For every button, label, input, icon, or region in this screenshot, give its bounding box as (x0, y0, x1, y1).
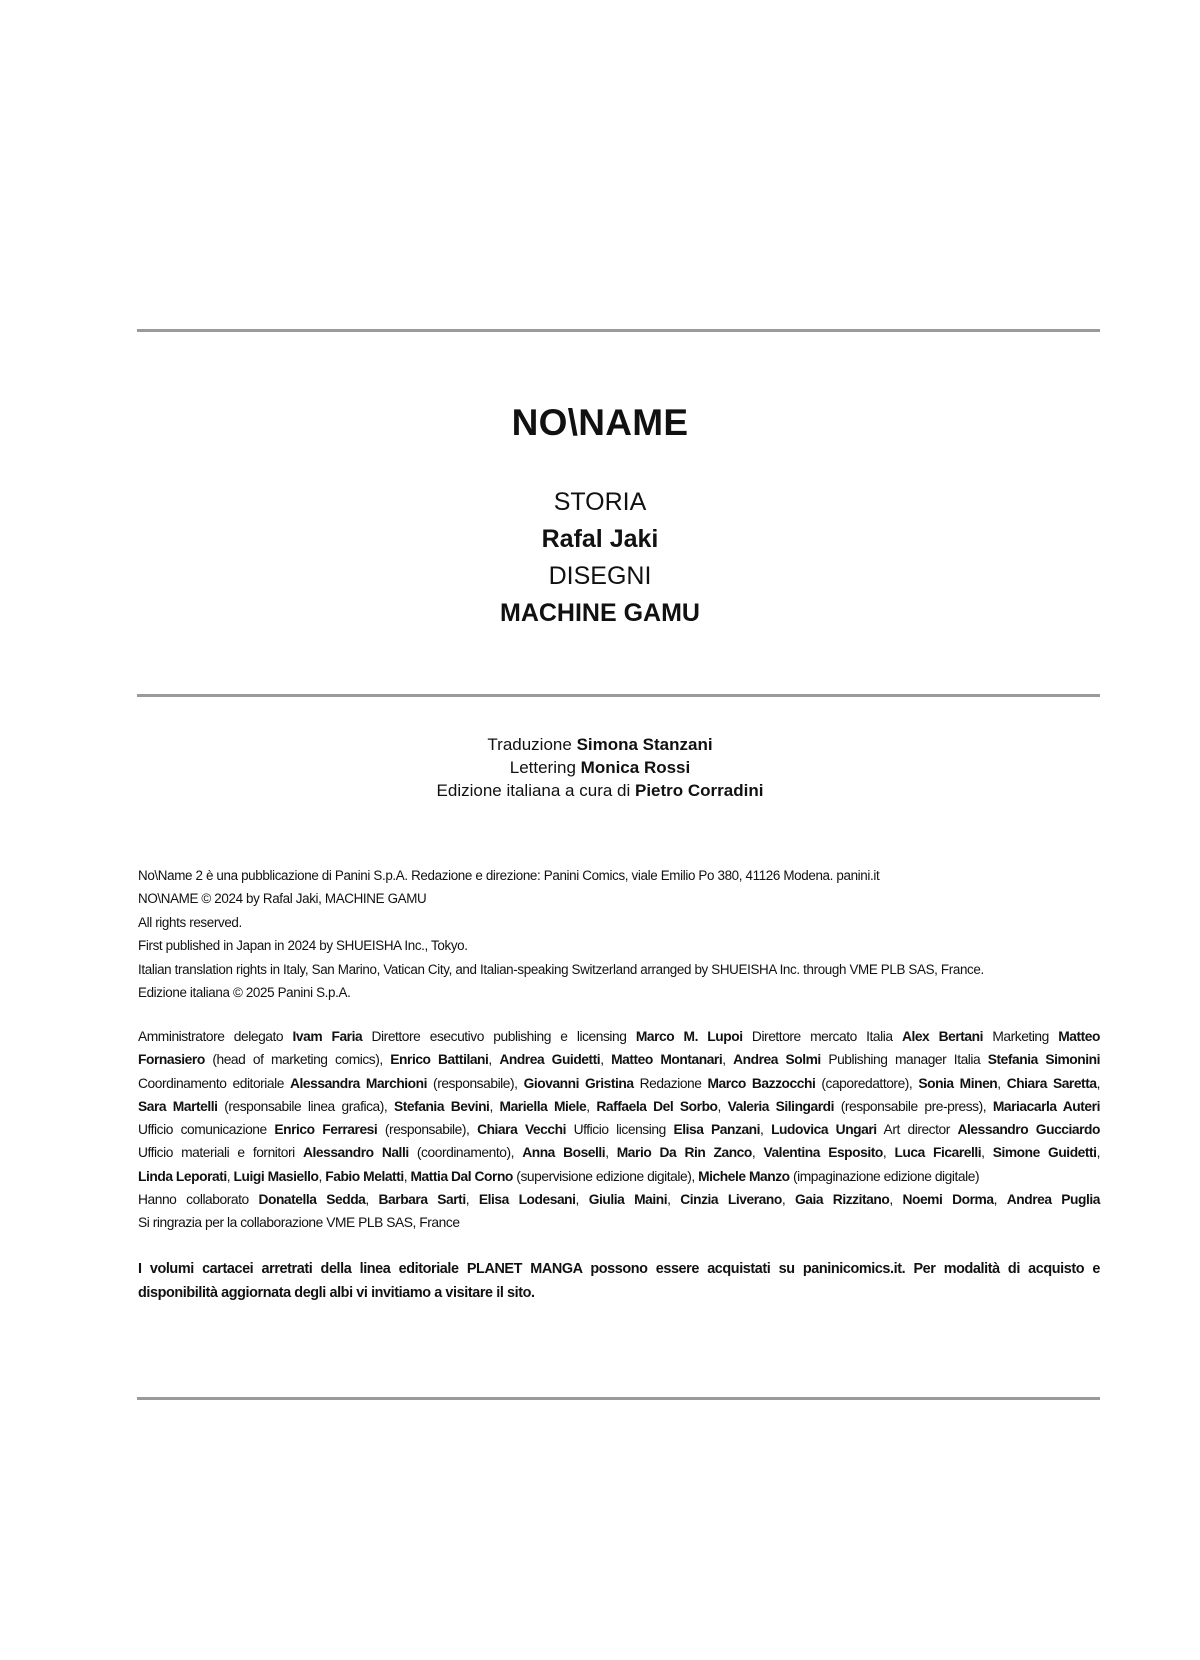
credit-name: Mattia Dal Corno (410, 1168, 513, 1184)
credit-name: Stefania Simonini (987, 1052, 1100, 1068)
credit-name: Luca Ficarelli (894, 1145, 982, 1161)
credit-name: Barbara Sarti (378, 1192, 466, 1208)
credit-role: , (488, 1052, 500, 1068)
credit-name: Matteo Montanari (611, 1052, 723, 1068)
credit-name: Giovanni Gristina (523, 1075, 634, 1091)
legal-line: All rights reserved. (138, 914, 242, 930)
credit-name: Mariacarla Auteri (992, 1098, 1100, 1114)
credit-name: Andrea Solmi (733, 1052, 821, 1068)
story-label: STORIA (553, 488, 647, 516)
credit-name: Noemi Dorma (902, 1192, 994, 1208)
credit-name: Andrea Guidetti (499, 1052, 601, 1068)
main-credits (0, 484, 1200, 632)
masthead-line (138, 1165, 1100, 1188)
staff-line-lettering (0, 756, 1200, 779)
credit-name: Valeria Silingardi (727, 1098, 835, 1114)
credit-name: Fornasiero (138, 1052, 205, 1068)
credit-name: Raffaela Del Sorbo (596, 1098, 718, 1114)
legal-notice (138, 864, 1100, 1004)
credit-name: Cinzia Liverano (680, 1192, 782, 1208)
credit-role: (impaginazione edizione digitale) (789, 1168, 980, 1184)
credit-role: Marketing (983, 1029, 1059, 1044)
credit-role: , (760, 1122, 772, 1138)
staff-role: Traduzione (487, 735, 572, 754)
credit-role: (responsabile), (427, 1075, 524, 1091)
staff-name: Simona Stanzani (576, 735, 713, 754)
credit-name: Ivam Faria (292, 1029, 363, 1044)
legal-line: Italian translation rights in Italy, San Marino, Vatican City, and Italian-speaking Switzerland arranged by SHUEISHA Inc. through VME PLB SAS, France. (138, 961, 984, 977)
credit-role: Ufficio licensing (565, 1122, 674, 1138)
credit-role: Art director (876, 1122, 958, 1138)
credit-name: Alessandra Marchioni (290, 1075, 428, 1091)
notice-line: I volumi cartacei arretrati della linea editoriale PLANET MANGA possono essere acquistati su paninicomics.it. Per modalità di acquisto e (138, 1261, 1100, 1277)
credit-role: (caporedattore), (815, 1075, 919, 1091)
credit-role: Coordinamento editoriale (138, 1075, 291, 1091)
masthead-line (138, 1141, 1100, 1164)
credit-name: Alessandro Gucciardo (957, 1122, 1100, 1138)
credit-role: , (600, 1052, 612, 1068)
credit-role: , (981, 1145, 993, 1161)
credit-role: , (717, 1098, 728, 1114)
art-label: DISEGNI (548, 562, 652, 590)
credit-name: Matteo (1058, 1029, 1100, 1044)
credit-name: Giulia Maini (588, 1192, 668, 1208)
masthead-line (138, 1072, 1100, 1095)
staff-role: Edizione italiana a cura di (436, 781, 631, 800)
credit-role: Hanno collaborato (138, 1192, 259, 1208)
masthead-line (138, 1118, 1100, 1141)
credit-name: Stefania Bevini (393, 1098, 490, 1114)
credit-role: , (403, 1168, 411, 1184)
credit-role: , (586, 1098, 597, 1114)
legal-line: First published in Japan in 2024 by SHUEISHA Inc., Tokyo. (138, 938, 468, 954)
credit-role: , (1096, 1145, 1100, 1161)
masthead-line (138, 1211, 1100, 1234)
legal-line: Edizione italiana © 2025 Panini S.p.A. (138, 985, 351, 1001)
credit-role: (supervisione edizione digitale), (512, 1168, 699, 1184)
masthead-line (138, 1095, 1100, 1118)
edition-staff (0, 733, 1200, 802)
credit-name: Ludovica Ungari (771, 1122, 877, 1138)
credit-role: , (722, 1052, 734, 1068)
credit-role: , (1096, 1075, 1100, 1091)
credit-role: , (889, 1192, 903, 1208)
bottom-divider (137, 1397, 1100, 1400)
credit-role: (head of marketing comics), (204, 1052, 391, 1068)
credit-name: Elisa Lodesani (478, 1192, 576, 1208)
legal-line: No\Name 2 è una pubblicazione di Panini S.p.A. Redazione e direzione: Panini Comics, viale Emilio Po 380, 41126 Modena. panini.it (138, 868, 880, 883)
credit-role: Direttore esecutivo publishing e licensing (362, 1029, 636, 1044)
credit-name: Elisa Panzani (673, 1122, 761, 1138)
staff-line-editor (0, 779, 1200, 802)
credit-name: Fabio Melatti (325, 1168, 404, 1184)
credit-name: Linda Leporati (138, 1168, 227, 1184)
credit-role: , (997, 1075, 1007, 1091)
credit-role: (responsabile linea grafica), (217, 1098, 394, 1114)
credit-role: , (489, 1098, 500, 1114)
masthead-line (138, 1025, 1100, 1048)
credit-role: , (575, 1192, 589, 1208)
credit-role: Publishing manager Italia (820, 1052, 988, 1068)
credit-role: Si ringrazia per la collaborazione VME PLB SAS, France (138, 1215, 460, 1231)
credit-role: Direttore mercato Italia (742, 1029, 902, 1044)
credit-name: Michele Manzo (698, 1168, 790, 1184)
masthead-line (138, 1048, 1100, 1071)
credit-role: , (781, 1192, 795, 1208)
credit-name: Andrea Puglia (1006, 1192, 1100, 1208)
credit-name: Enrico Ferraresi (274, 1122, 378, 1138)
credit-name: Mario Da Rin Zanco (616, 1145, 752, 1161)
credit-name: Alex Bertani (901, 1029, 984, 1044)
credit-role: , (605, 1145, 617, 1161)
staff-line-translation (0, 733, 1200, 756)
credit-role: , (667, 1192, 681, 1208)
credit-role: Ufficio comunicazione (138, 1122, 275, 1138)
staff-name: Monica Rossi (580, 758, 691, 777)
credit-role: Ufficio materiali e fornitori (138, 1145, 303, 1161)
art-author: MACHINE GAMU (500, 599, 700, 627)
top-divider (137, 329, 1100, 332)
credit-role: , (993, 1192, 1007, 1208)
staff-role: Lettering (509, 758, 576, 777)
credit-name: Marco Bazzocchi (707, 1075, 816, 1091)
credit-name: Mariella Miele (499, 1098, 587, 1114)
masthead-line (138, 1188, 1100, 1211)
credit-name: Sonia Minen (918, 1075, 998, 1091)
credit-name: Donatella Sedda (258, 1192, 366, 1208)
credit-name: Simone Guidetti (992, 1145, 1097, 1161)
credit-name: Sara Martelli (138, 1098, 218, 1114)
credit-role: (coordinamento), (408, 1145, 523, 1161)
credit-role: (responsabile), (377, 1122, 478, 1138)
credit-role: , (365, 1192, 379, 1208)
masthead-credits (138, 1025, 1100, 1235)
credit-role: , (751, 1145, 764, 1161)
credit-role: , (465, 1192, 479, 1208)
back-issues-notice (138, 1258, 1100, 1305)
credit-name: Alessandro Nalli (302, 1145, 409, 1161)
credit-role: , (882, 1145, 895, 1161)
book-title: NO\NAME (511, 402, 689, 443)
staff-name: Pietro Corradini (635, 781, 764, 800)
credit-name: Chiara Saretta (1006, 1075, 1097, 1091)
credit-name: Anna Boselli (522, 1145, 606, 1161)
credit-name: Enrico Battilani (390, 1052, 489, 1068)
credit-name: Chiara Vecchi (477, 1122, 566, 1138)
credit-name: Valentina Esposito (763, 1145, 883, 1161)
credit-role: Redazione (633, 1075, 708, 1091)
title-block (0, 398, 1200, 632)
credit-name: Gaia Rizzitano (794, 1192, 890, 1208)
credit-role: , (318, 1168, 326, 1184)
credit-role: Amministratore delegato (138, 1029, 293, 1044)
middle-divider (137, 694, 1100, 697)
story-author: Rafal Jaki (541, 525, 659, 553)
credit-name: Marco M. Lupoi (635, 1029, 743, 1044)
credit-role: , (226, 1168, 234, 1184)
notice-line: disponibilità aggiornata degli albi vi invitiamo a visitare il sito. (138, 1284, 535, 1301)
credit-role: (responsabile pre-press), (834, 1098, 993, 1114)
credit-name: Luigi Masiello (233, 1168, 319, 1184)
legal-line: NO\NAME © 2024 by Rafal Jaki, MACHINE GAMU (138, 891, 427, 907)
